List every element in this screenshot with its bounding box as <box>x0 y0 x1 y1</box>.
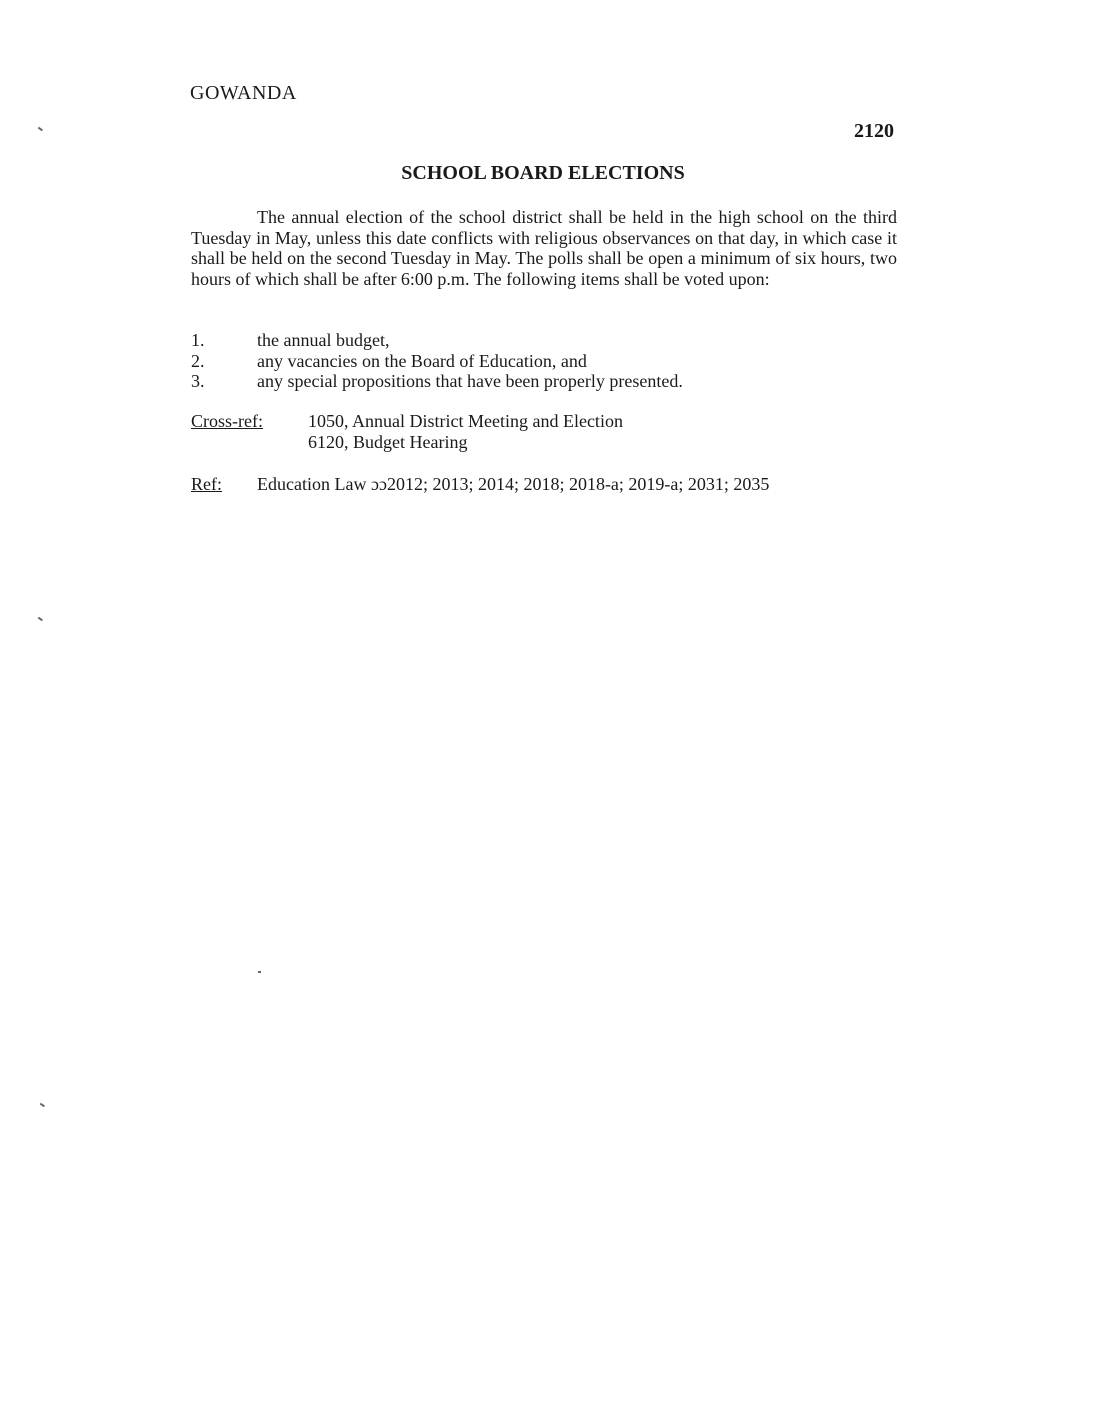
list-item-number: 1. <box>191 330 205 350</box>
list-item-text: the annual budget, <box>257 330 390 350</box>
voted-items-list <box>191 330 897 392</box>
cross-reference-entry: 6120, Budget Hearing <box>308 432 468 452</box>
scan-speck <box>40 1103 45 1107</box>
scan-speck <box>38 127 43 131</box>
policy-body-paragraph: The annual election of the school district shall be held in the high school on the third Tuesday in May, unless this date conflicts with religious observances on that day, in which case it shall be held on the second Tuesday in May. The polls shall be open a minimum of six hours, two hours of which shall be after 6:00 p.m. The following items shall be voted upon: <box>191 207 897 289</box>
policy-number: 2120 <box>854 120 894 142</box>
list-item <box>191 351 897 372</box>
list-item-number: 3. <box>191 371 205 391</box>
cross-reference <box>191 411 897 453</box>
cross-reference-label: Cross-ref: <box>191 411 263 431</box>
list-item-text: any special propositions that have been properly presented. <box>257 371 683 391</box>
list-item-text: any vacancies on the Board of Education, and <box>257 350 587 371</box>
policy-title: SCHOOL BOARD ELECTIONS <box>401 162 685 184</box>
list-item <box>191 371 897 392</box>
legal-reference-text: Education Law ɔɔ2012; 2013; 2014; 2018; 2018-a; 2019-a; 2031; 2035 <box>257 474 770 494</box>
list-item <box>191 330 897 351</box>
legal-reference <box>191 474 897 495</box>
legal-reference-label: Ref: <box>191 474 222 494</box>
cross-reference-entry: 1050, Annual District Meeting and Election <box>308 411 623 431</box>
list-item-number: 2. <box>191 350 205 371</box>
scan-speck <box>38 617 43 621</box>
scan-speck <box>258 971 261 973</box>
district-name: GOWANDA <box>190 82 297 104</box>
cross-reference-entries <box>308 411 623 453</box>
